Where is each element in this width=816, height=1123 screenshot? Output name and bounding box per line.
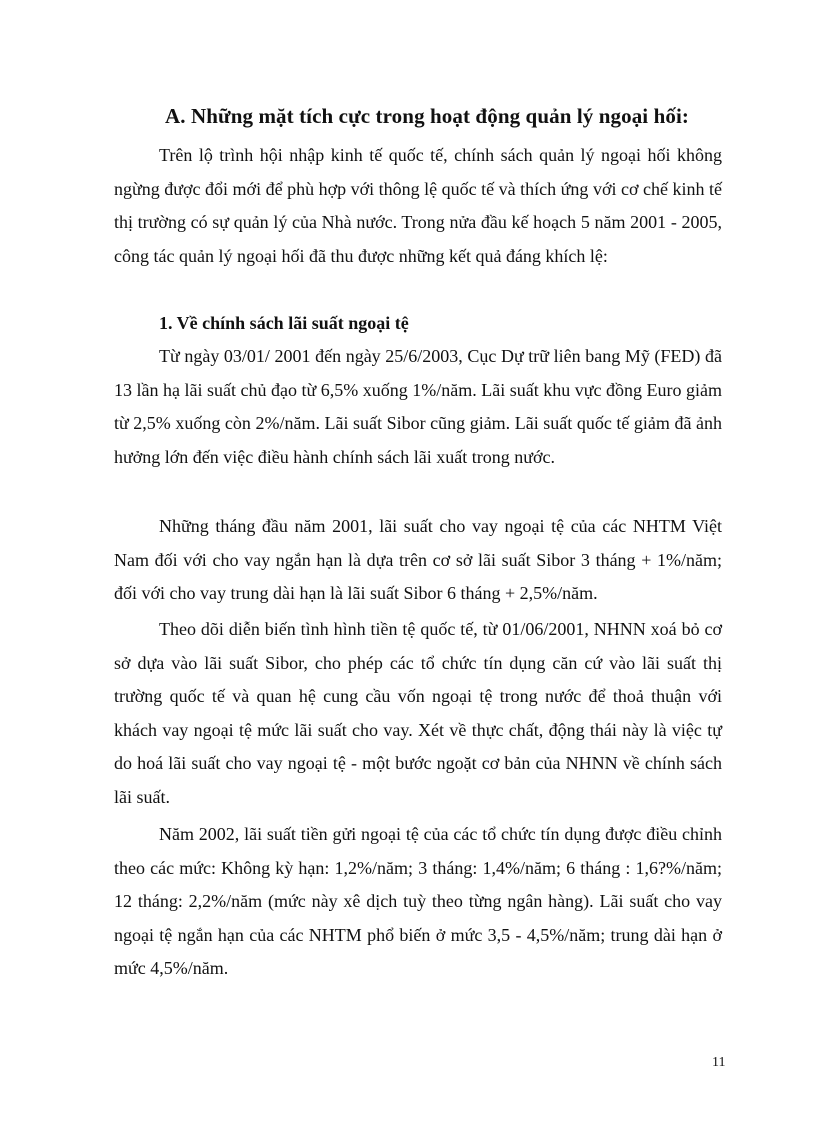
deposit-rates-2002-paragraph: Năm 2002, lãi suất tiền gửi ngoại tệ của các tổ chức tín dụng được điều chỉnh theo các mức: Không kỳ hạn: 1,2%/năm; 3 tháng: 1,4%/năm; 6 tháng : 1,6?%/năm; 12 tháng: 2,2%/năm (mức này xê dịch tuỳ theo từng ngân hàng). Lãi suất cho vay ngoại tệ ngắn hạn của các NHTM phổ biến ở mức 3,5 - 4,5%/năm; trung dài hạn ở mức 4,5%/năm. <box>114 824 722 978</box>
fed-rate-paragraph: Từ ngày 03/01/ 2001 đến ngày 25/6/2003, Cục Dự trữ liên bang Mỹ (FED) đã 13 lần hạ lãi suất chủ đạo từ 6,5% xuống 1%/năm. Lãi suất khu vực đồng Euro giảm từ 2,5% xuống còn 2%/năm. Lãi suất Sibor cũng giảm. Lãi suất quốc tế giảm đã ảnh hưởng lớn đến việc điều hành chính sách lãi xuất trong nước. <box>114 346 722 467</box>
intro-paragraph: Trên lộ trình hội nhập kinh tế quốc tế, chính sách quản lý ngoại hối không ngừng được đổi mới để phù hợp với thông lệ quốc tế và thích ứng với cơ chế kinh tế thị trường có sự quản lý của Nhà nước. Trong nửa đầu kế hoạch 5 năm 2001 - 2005, công tác quản lý ngoại hối đã thu được những kết quả đáng khích lệ: <box>114 145 722 266</box>
interest-policy-heading: 1. Về chính sách lãi suất ngoại tệ <box>159 313 409 333</box>
sibor-reform-paragraph: Theo dõi diễn biến tình hình tiền tệ quốc tế, từ 01/06/2001, NHNN xoá bỏ cơ sở dựa vào lãi suất Sibor, cho phép các tổ chức tín dụng căn cứ vào lãi suất thị trường quốc tế và quan hệ cung cầu vốn ngoại tệ trong nước để thoả thuận với khách vay ngoại tệ mức lãi suất cho vay. Xét về thực chất, động thái này là việc tự do hoá lãi suất cho vay ngoại tệ - một bước ngoặt cơ bản của NHNN về chính sách lãi suất. <box>114 619 722 807</box>
page-number: 11 <box>712 1055 726 1070</box>
early-2001-rate-paragraph: Những tháng đầu năm 2001, lãi suất cho vay ngoại tệ của các NHTM Việt Nam đối với cho vay ngắn hạn là dựa trên cơ sở lãi suất Sibor 3 tháng + 1%/năm; đối với cho vay trung dài hạn là lãi suất Sibor 6 tháng + 2,5%/năm. <box>114 516 722 603</box>
section-heading: A. Những mặt tích cực trong hoạt động quản lý ngoại hối: <box>165 104 689 128</box>
